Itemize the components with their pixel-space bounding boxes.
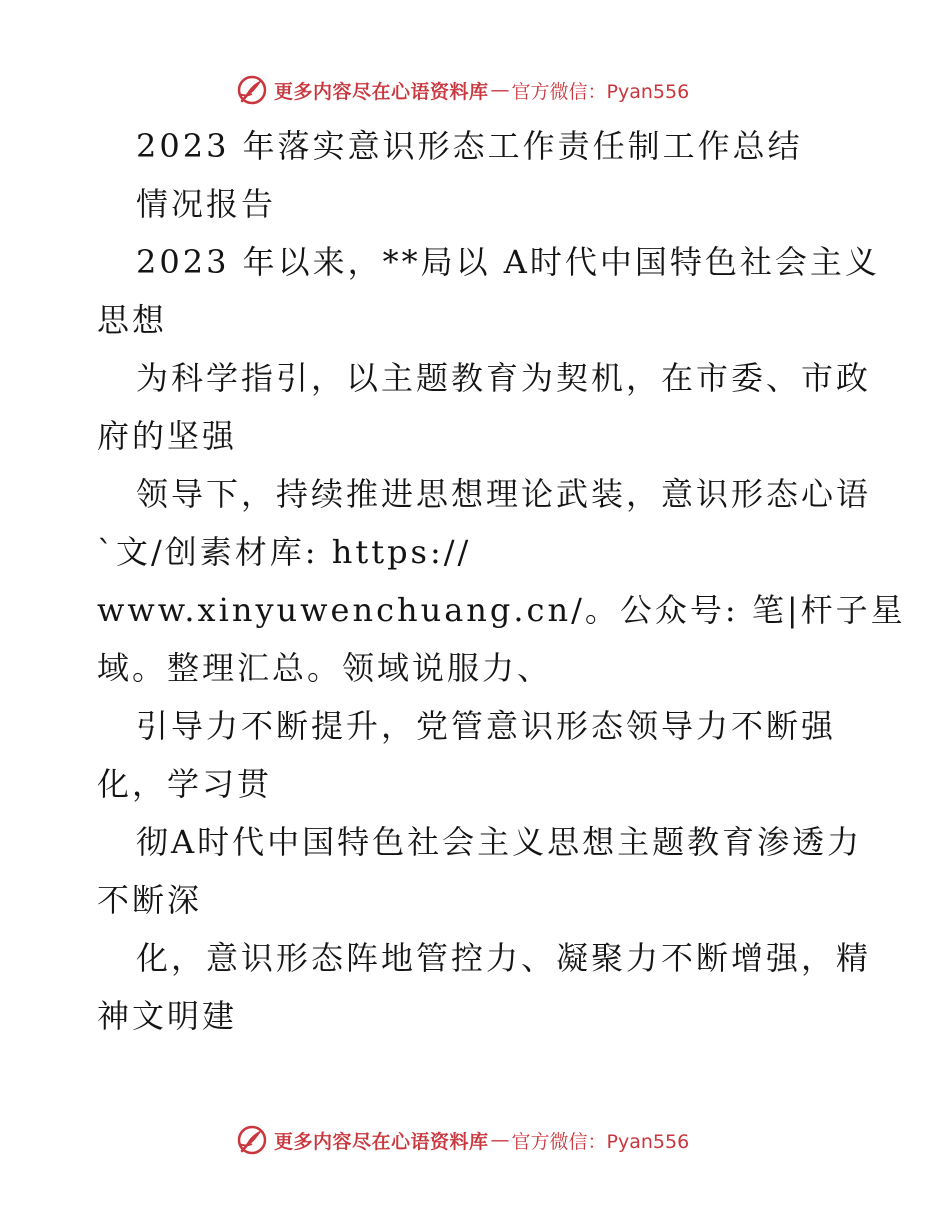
watermark-site-text: 更多内容尽在心语资料库 — [274, 1130, 489, 1153]
feather-pen-logo-icon — [236, 74, 268, 106]
feather-pen-logo-icon — [236, 1124, 268, 1156]
document-line: 领导下，持续推进思想理论武装，意识形态心语 — [136, 475, 872, 513]
document-title-line-2: 情况报告 — [136, 185, 277, 223]
watermark-site-text: 更多内容尽在心语资料库 — [274, 80, 489, 103]
document-line: 思想 — [97, 301, 168, 339]
footer-watermark — [236, 1123, 689, 1157]
watermark-dash: — — [490, 79, 510, 101]
document-line: www.xinyuwenchuang.cn/。公众号: 笔|杆子星 — [97, 591, 906, 629]
document-line: 化，意识形态阵地管控力、凝聚力不断增强，精 — [136, 939, 872, 977]
document-line: `文/创素材库: https:// — [97, 533, 472, 571]
document-title-line-1: 2023 年落实意识形态工作责任制工作总结 — [136, 127, 803, 165]
document-line: 2023 年以来，**局以 A时代中国特色社会主义 — [136, 243, 880, 281]
document-line: 彻A时代中国特色社会主义思想主题教育渗透力 — [136, 823, 863, 861]
document-line: 为科学指引，以主题教育为契机，在市委、市政 — [136, 359, 872, 397]
document-line: 化，学习贯 — [97, 765, 273, 803]
watermark-dash: — — [490, 1129, 510, 1151]
header-watermark — [236, 73, 689, 107]
watermark-contact-text: 官方微信：Pyan556 — [511, 80, 690, 103]
watermark-contact-text: 官方微信：Pyan556 — [511, 1130, 690, 1153]
document-line: 域。整理汇总。领域说服力、 — [97, 649, 553, 687]
document-line: 神文明建 — [97, 997, 238, 1035]
document-line: 引导力不断提升，党管意识形态领导力不断强 — [136, 707, 837, 745]
document-line: 府的坚强 — [97, 417, 238, 455]
document-line: 不断深 — [97, 881, 203, 919]
